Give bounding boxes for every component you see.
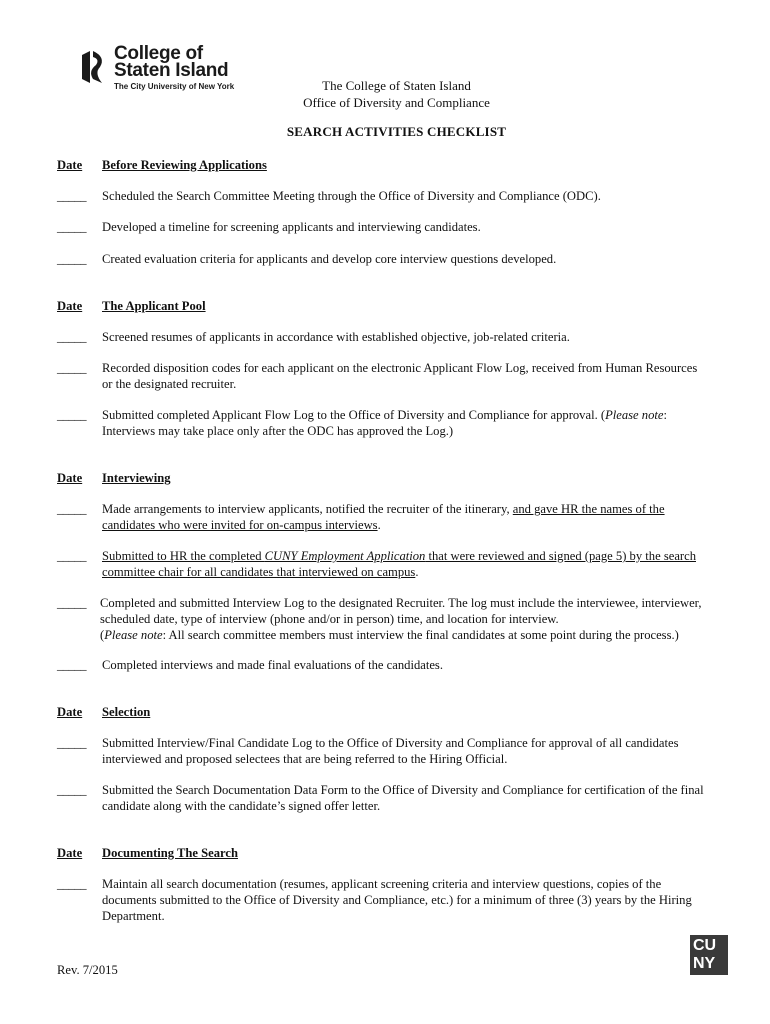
section-date-label: Date — [57, 471, 83, 485]
section-title-interviewing: Interviewing — [102, 471, 171, 485]
date-blank[interactable]: _____ — [57, 408, 86, 422]
date-blank[interactable]: _____ — [57, 330, 86, 344]
checklist-item: Completed and submitted Interview Log to the designated Recruiter. The log must include the interviewee, interviewer, scheduled date, type of interview (phone and/or in person) time, and location for interview. (Please note: All search committee members must interview the final candidates at some point during the process.) — [100, 596, 702, 642]
checklist-item: Created evaluation criteria for applicants and develop core interview questions developed. — [102, 252, 557, 266]
checklist-item: Made arrangements to interview applicants, notified the recruiter of the itinerary, and gave HR the names of the candidates who were invited for on-campus interviews. — [102, 502, 665, 532]
section-date-label: Date — [57, 846, 83, 860]
logo-line-1: College of — [114, 43, 203, 64]
cuny-logo — [690, 935, 728, 975]
checklist-item: Submitted to HR the completed CUNY Employment Application that were reviewed and signed (page 5) by the search committee chair for all candidates that interviewed on campus. — [102, 549, 696, 579]
checklist-item: Submitted the Search Documentation Data Form to the Office of Diversity and Compliance for certification of the final candidate along with the candidate’s signed offer letter. — [102, 783, 704, 813]
office-name: Office of Diversity and Compliance — [303, 95, 490, 110]
checklist-item: Submitted completed Applicant Flow Log to the Office of Diversity and Compliance for approval. (Please note: Interviews may take place only after the ODC has approved the Log.) — [102, 408, 667, 438]
revision-date: Rev. 7/2015 — [57, 963, 118, 977]
checklist-item: Submitted Interview/Final Candidate Log to the Office of Diversity and Compliance for approval of all candidates interviewed and proposed selectees that are being referred to the Hiring Official. — [102, 736, 679, 766]
checklist-item: Screened resumes of applicants in accordance with established objective, job-related criteria. — [102, 330, 570, 344]
section-title-selection: Selection — [102, 705, 151, 719]
checklist-item: Developed a timeline for screening applicants and interviewing candidates. — [102, 220, 481, 234]
date-blank[interactable]: _____ — [57, 189, 86, 203]
date-blank[interactable]: _____ — [57, 502, 86, 516]
checklist-item: Completed interviews and made final evaluations of the candidates. — [102, 658, 443, 672]
section-date-label: Date — [57, 158, 83, 172]
section-title-applicant-pool: The Applicant Pool — [102, 299, 206, 313]
checklist-item: Recorded disposition codes for each applicant on the electronic Applicant Flow Log, received from Human Resources or the designated recruiter. — [102, 361, 698, 391]
date-blank[interactable]: _____ — [57, 736, 86, 750]
date-blank[interactable]: _____ — [57, 783, 86, 797]
date-blank[interactable]: _____ — [57, 549, 86, 563]
date-blank[interactable]: _____ — [57, 877, 86, 891]
logo-subline: The City University of New York — [114, 82, 235, 91]
section-date-label: Date — [57, 705, 83, 719]
institution-name: The College of Staten Island — [322, 78, 471, 93]
logo-line-2: Staten Island — [114, 60, 229, 81]
page-title: SEARCH ACTIVITIES CHECKLIST — [286, 124, 507, 139]
section-title-before-reviewing: Before Reviewing Applications — [102, 158, 267, 172]
section-title-documenting: Documenting The Search — [102, 846, 238, 860]
date-blank[interactable]: _____ — [57, 361, 86, 375]
checklist-item: Maintain all search documentation (resumes, applicant screening criteria and interview questions, copies of the documents submitted to the Office of Diversity and Compliance, etc.) for a minimum of three (3) years by the Hiring Department. — [102, 877, 692, 923]
cuny-logo-top: CU — [693, 937, 717, 954]
checklist-item: Scheduled the Search Committee Meeting through the Office of Diversity and Compliance (ODC). — [102, 189, 601, 203]
date-blank[interactable]: _____ — [57, 596, 86, 610]
cuny-logo-bottom: NY — [693, 955, 716, 972]
date-blank[interactable]: _____ — [57, 252, 86, 266]
date-blank[interactable]: _____ — [57, 658, 86, 672]
date-blank[interactable]: _____ — [57, 220, 86, 234]
section-date-label: Date — [57, 299, 83, 313]
